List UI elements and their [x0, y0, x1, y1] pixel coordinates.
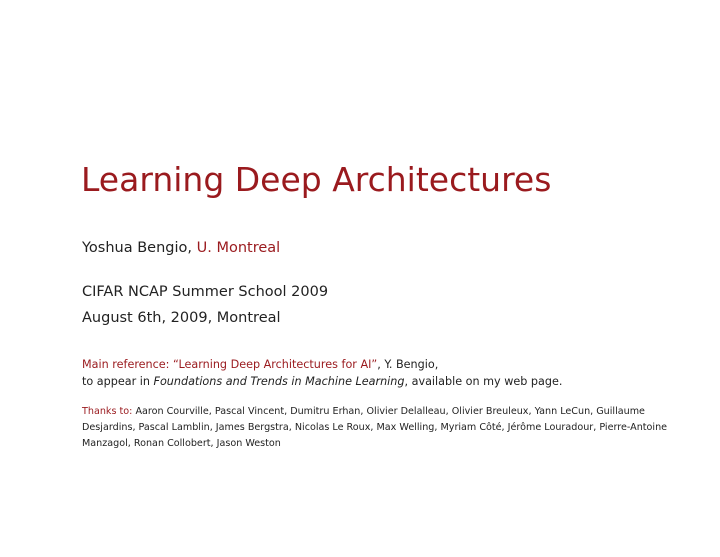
- thanks-label: Thanks to:: [82, 406, 133, 417]
- thanks-names: Aaron Courville, Pascal Vincent, Dumitru Erhan, Olivier Delalleau, Olivier Breuleux, Yann LeCun, Guillaume Desjardins, Pascal Lamblin, James Bergstra, Nicolas Le Roux, Max Welling, Myriam Côté, Jérôme Louradour, Pierre-Antoine Manzagol, Ronan Collobert, Jason Weston: [82, 406, 668, 449]
- author-line: [82, 240, 280, 256]
- reference-journal-line: [82, 375, 562, 388]
- event-line: CIFAR NCAP Summer School 2009: [82, 284, 329, 300]
- slide-title: Learning Deep Architectures: [81, 160, 552, 199]
- thanks-paragraph: [82, 404, 682, 452]
- main-reference-line: [82, 358, 438, 371]
- reference-author: , Y. Bengio,: [377, 358, 439, 371]
- reference-suffix: , available on my web page.: [404, 375, 563, 388]
- reference-journal: Foundations and Trends in Machine Learning: [153, 375, 405, 388]
- reference-title: “Learning Deep Architectures for AI”: [173, 358, 378, 371]
- author-name: Yoshua Bengio,: [82, 240, 193, 256]
- author-affiliation: U. Montreal: [196, 240, 281, 256]
- reference-prefix: to appear in: [82, 375, 150, 388]
- date-line: August 6th, 2009, Montreal: [82, 310, 281, 326]
- reference-label: Main reference:: [82, 358, 170, 371]
